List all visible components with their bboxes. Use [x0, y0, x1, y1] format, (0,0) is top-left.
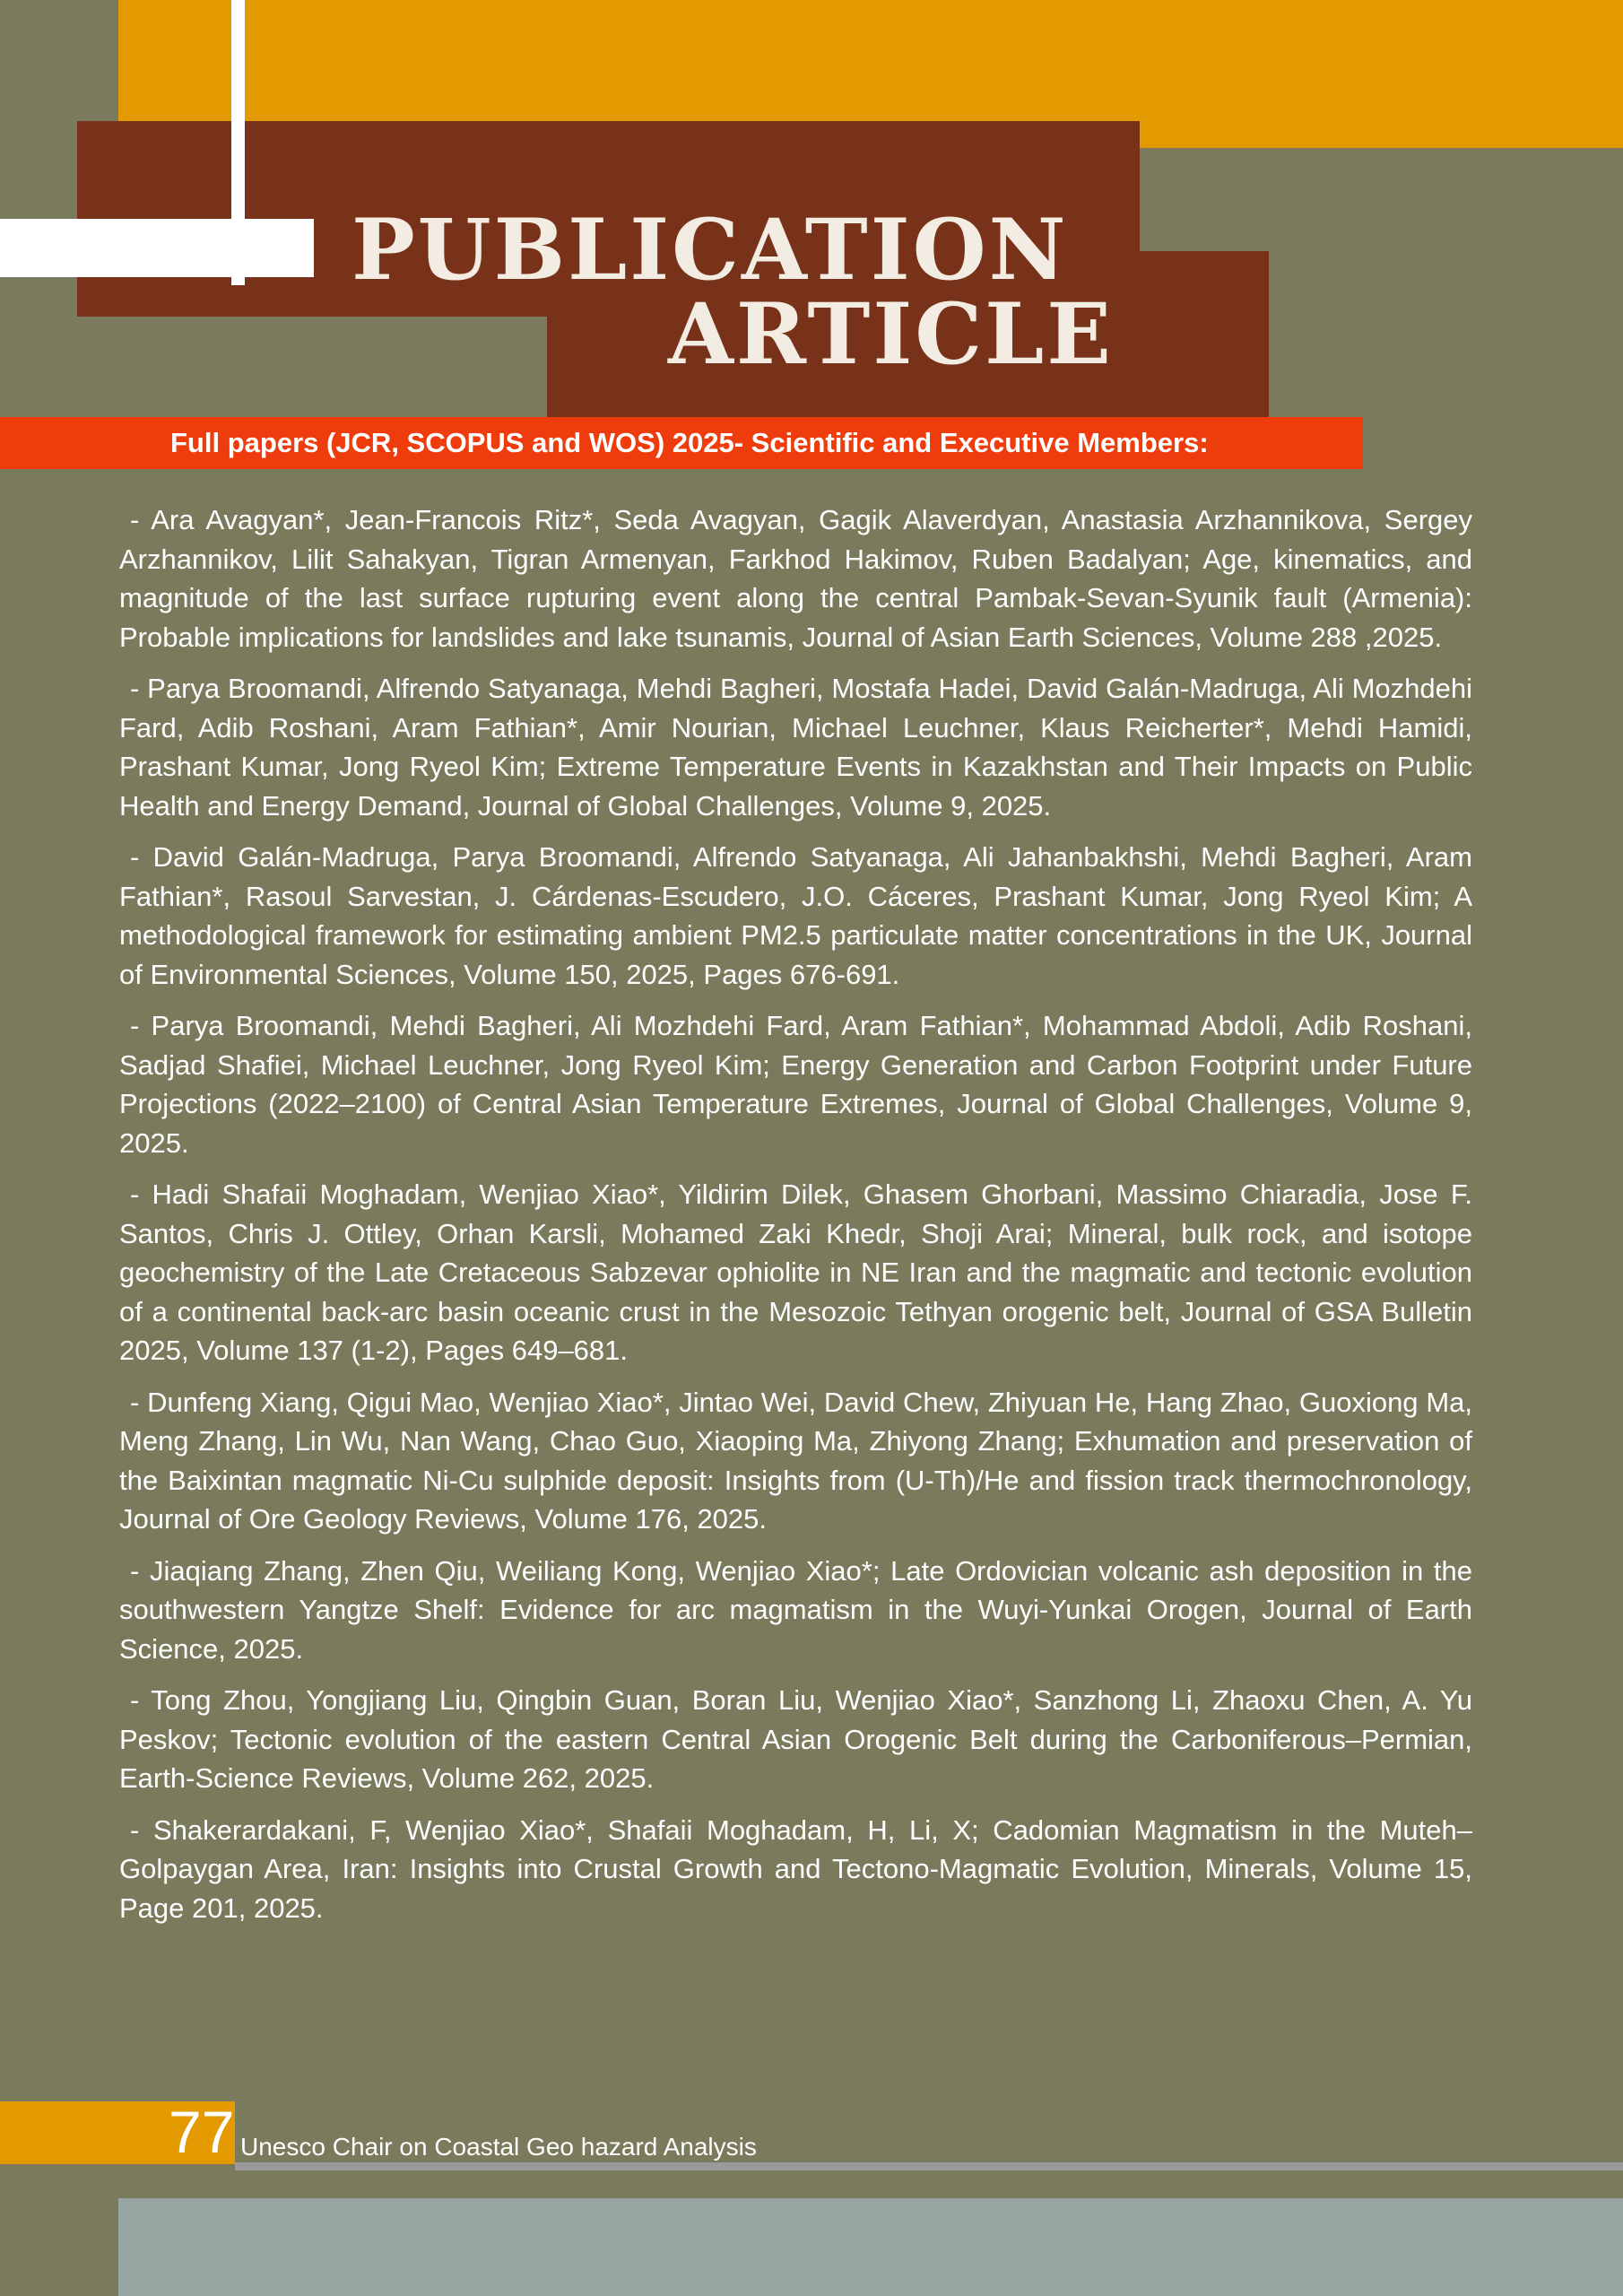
white-accent-bar-vertical	[231, 0, 245, 285]
section-subtitle: Full papers (JCR, SCOPUS and WOS) 2025- Scientific and Executive Members:	[170, 427, 1209, 458]
page-number: 77	[169, 2099, 235, 2165]
publication-entry: - Dunfeng Xiang, Qigui Mao, Wenjiao Xiao*, Jintao Wei, David Chew, Zhiyuan He, Hang Zhao, Guoxiong Ma, Meng Zhang, Lin Wu, Nan Wang, Chao Guo, Xiaoping Ma, Zhiyong Zhang; Exhumation and preservation of the Baixintan magmatic Ni-Cu sulphide deposit: Insights from (U-Th)/He and fission track thermochronology, Journal of Ore Geology Reviews, Volume 176, 2025.	[119, 1386, 1472, 1535]
publication-entry: - Parya Broomandi, Alfrendo Satyanaga, Mehdi Bagheri, Mostafa Hadei, David Galán-Madruga, Ali Mozhdehi Fard, Adib Roshani, Aram Fathian*, Amir Nourian, Michael Leuchner, Klaus Reicherter*, Mehdi Hamidi, Prashant Kumar, Jong Ryeol Kim; Extreme Temperature Events in Kazakhstan and Their Impacts on Public Health and Energy Demand, Journal of Global Challenges, Volume 9, 2025.	[119, 673, 1472, 822]
page-title-line-1: PUBLICATION	[352, 201, 1069, 300]
publication-list	[119, 500, 1472, 1940]
publication-entry: - David Galán-Madruga, Parya Broomandi, Alfrendo Satyanaga, Ali Jahanbakhshi, Mehdi Bagheri, Aram Fathian*, Rasoul Sarvestan, J. Cárdenas-Escudero, J.O. Cáceres, Prashant Kumar, Jong Ryeol Kim; A methodological framework for estimating ambient PM2.5 particulate matter concentrations in the UK, Journal of Environmental Sciences, Volume 150, 2025, Pages 676-691.	[119, 841, 1472, 990]
publication-entry: - Shakerardakani, F, Wenjiao Xiao*, Shafaii Moghadam, H, Li, X; Cadomian Magmatism in the Muteh–Golpaygan Area, Iran: Insights into Crustal Growth and Tectono-Magmatic Evolution, Minerals, Volume 15, Page 201, 2025.	[119, 1813, 1472, 1924]
publication-entry: - Hadi Shafaii Moghadam, Wenjiao Xiao*, Yildirim Dilek, Ghasem Ghorbani, Massimo Chiaradia, Jose F. Santos, Chris J. Ottley, Orhan Karsli, Mohamed Zaki Khedr, Shoji Arai; Mineral, bulk rock, and isotope geochemistry of the Late Cretaceous Sabzevar ophiolite in NE Iran and the magmatic and tectonic evolution of a continental back-arc basin oceanic crust in the Mesozoic Tethyan orogenic belt, Journal of GSA Bulletin 2025, Volume 137 (1-2), Pages 649–681.	[119, 1178, 1472, 1366]
publication-entry: - Tong Zhou, Yongjiang Liu, Qingbin Guan, Boran Liu, Wenjiao Xiao*, Sanzhong Li, Zhaoxu Chen, A. Yu Peskov; Tectonic evolution of the eastern Central Asian Orogenic Belt during the Carboniferous–Permian, Earth-Science Reviews, Volume 262, 2025.	[119, 1684, 1472, 1794]
page-title-line-2: ARTICLE	[668, 285, 1114, 384]
publication-entry: - Ara Avagyan*, Jean-Francois Ritz*, Seda Avagyan, Gagik Alaverdyan, Anastasia Arzhannikova, Sergey Arzhannikov, Lilit Sahakyan, Tigran Armenyan, Farkhod Hakimov, Ruben Badalyan; Age, kinematics, and magnitude of the last surface rupturing event along the central Pambak-Sevan-Syunik fault (Armenia): Probable implications for landslides and lake tsunamis, Journal of Asian Earth Sciences, Volume 288 ,2025.	[119, 504, 1472, 653]
footer-blue-band	[118, 2198, 1623, 2296]
white-accent-bar-horizontal	[0, 219, 314, 277]
footer-rule	[235, 2162, 1623, 2170]
publication-entry: - Parya Broomandi, Mehdi Bagheri, Ali Mozhdehi Fard, Aram Fathian*, Mohammad Abdoli, Adib Roshani, Sadjad Shafiei, Michael Leuchner, Jong Ryeol Kim; Energy Generation and Carbon Footprint under Future Projections (2022–2100) of Central Asian Temperature Extremes, Journal of Global Challenges, Volume 9, 2025.	[119, 1010, 1472, 1159]
footer-text: Unesco Chair on Coastal Geo hazard Analysis	[240, 2133, 757, 2161]
publication-entry: - Jiaqiang Zhang, Zhen Qiu, Weiliang Kong, Wenjiao Xiao*; Late Ordovician volcanic ash deposition in the southwestern Yangtze Shelf: Evidence for arc magmatism in the Wuyi-Yunkai Orogen, Journal of Earth Science, 2025.	[119, 1554, 1472, 1665]
